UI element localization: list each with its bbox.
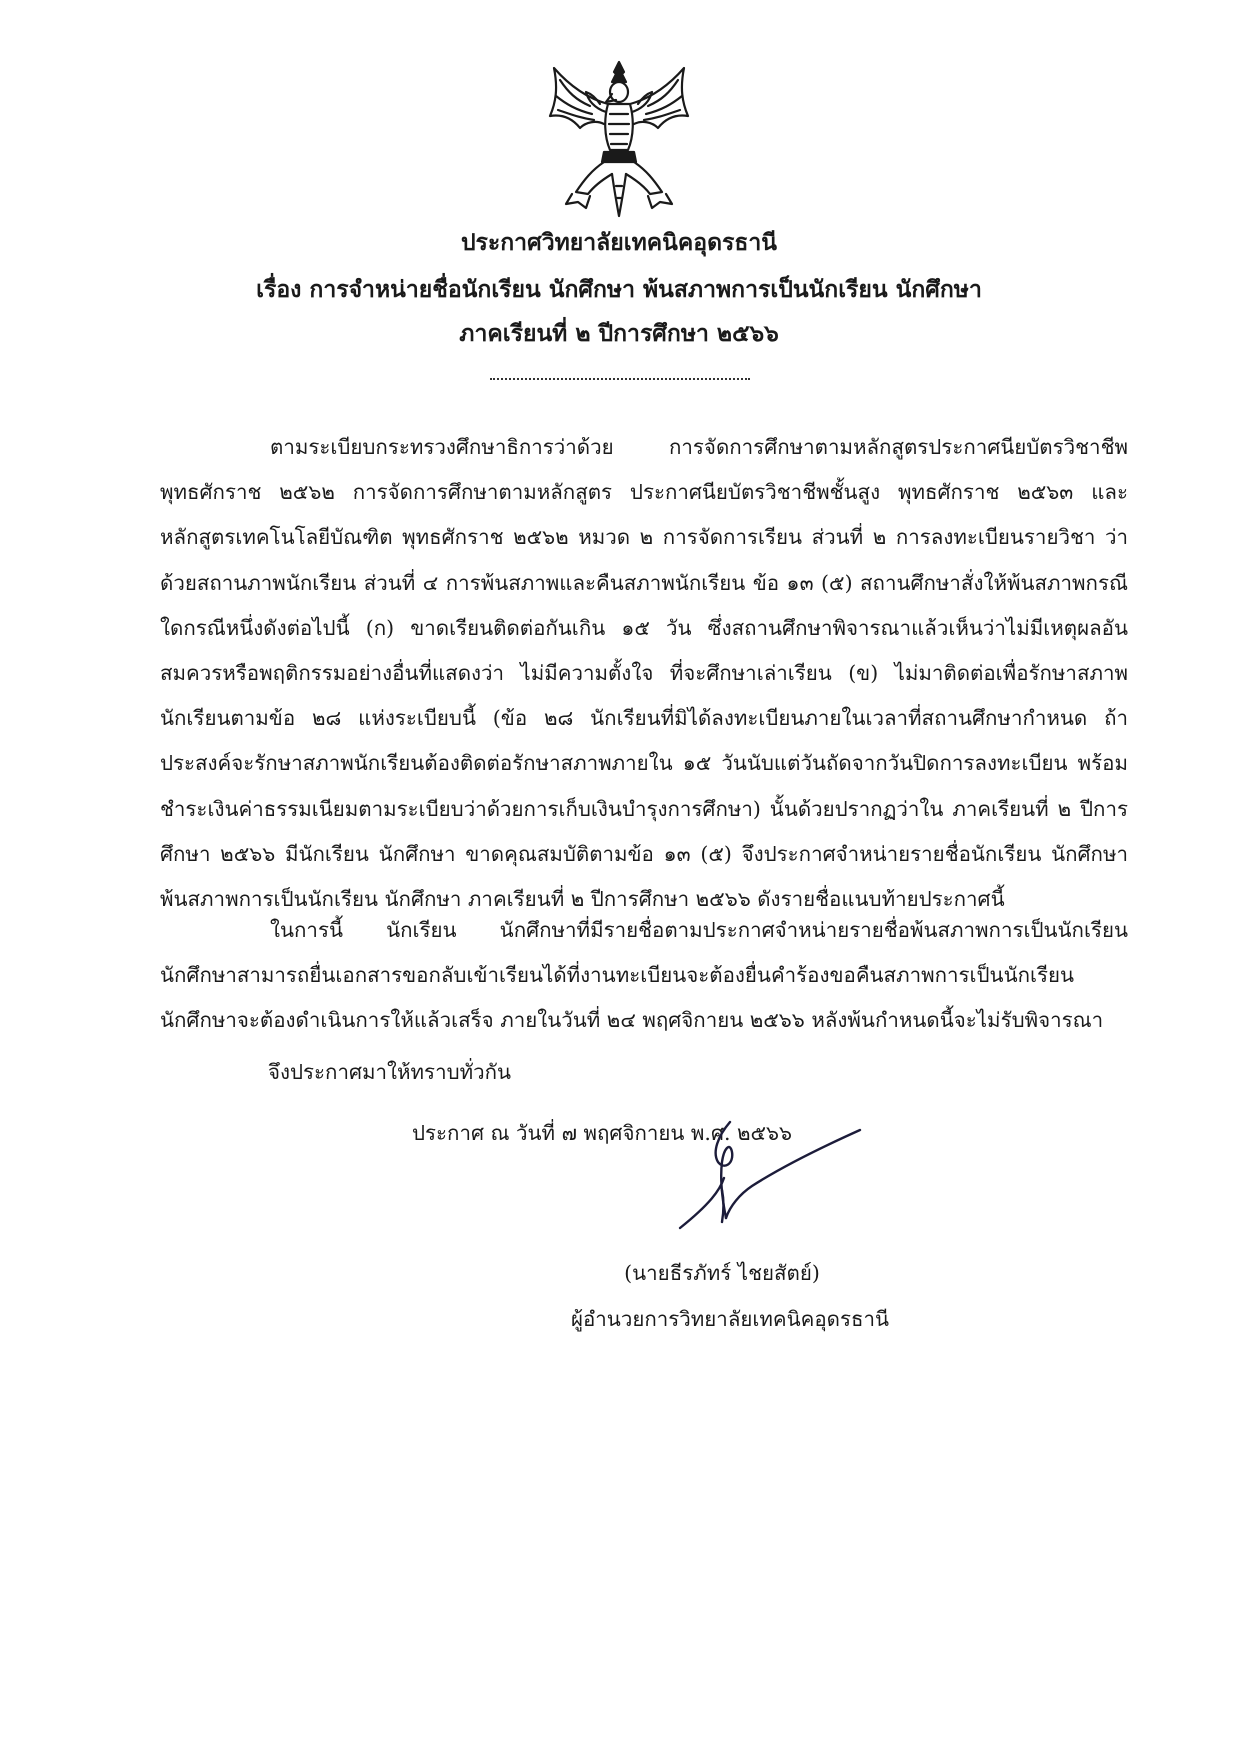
- dotted-separator: [490, 378, 750, 380]
- handwritten-signature-icon: [660, 1118, 900, 1258]
- announcement-term: ภาคเรียนที่ ๒ ปีการศึกษา ๒๕๖๖: [459, 320, 779, 347]
- announcement-date: ประกาศ ณ วันที่ ๗ พฤศจิกายน พ.ศ. ๒๕๖๖: [412, 1121, 793, 1145]
- announcement-subject: เรื่อง การจำหน่ายชื่อนักเรียน นักศึกษา พ้นสภาพการเป็นนักเรียน นักศึกษา: [256, 276, 982, 303]
- body-paragraph-2: ในการนี้ นักเรียน นักศึกษาที่มีรายชื่อตามประกาศจำหน่ายรายชื่อพ้นสภาพการเป็นนักเรียนนักศึกษาสามารถยื่นเอกสารขอกลับเข้าเรียนได้ที่งานทะเบียนจะต้องยื่นคำร้องขอคืนสภาพการเป็นนักเรียน นักศึกษาจะต้องดำเนินการให้แล้วเสร็จ ภายในวันที่ ๒๔ พฤศจิกายน ๒๕๖๖ หลังพ้นกำหนดนี้จะไม่รับพิจารณา: [160, 918, 1128, 1033]
- closing-statement: จึงประกาศมาให้ทราบทั่วกัน: [268, 1060, 512, 1084]
- body-paragraph-1: ตามระเบียบกระทรวงศึกษาธิการว่าด้วย การจัดการศึกษาตามหลักสูตรประกาศนียบัตรวิชาชีพ พุทธศักราช ๒๕๖๒ การจัดการศึกษาตามหลักสูตร ประกาศนียบัตรวิชาชีพชั้นสูง พุทธศักราช ๒๕๖๓ และหลักสูตรเทคโนโลยีบัณฑิต พุทธศักราช ๒๕๖๒ หมวด ๒ การจัดการเรียน ส่วนที่ ๒ การลงทะเบียนรายวิชา ว่าด้วยสถานภาพนักเรียน ส่วนที่ ๔ การพ้นสภาพและคืนสภาพนักเรียน ข้อ ๑๓ (๕) สถานศึกษาสั่งให้พ้นสภาพกรณีใดกรณีหนึ่งดังต่อไปนี้ (ก) ขาดเรียนติดต่อกันเกิน ๑๕ วัน ซึ่งสถานศึกษาพิจารณาแล้วเห็นว่าไม่มีเหตุผลอันสมควรหรือพฤติกรรมอย่างอื่นที่แสดงว่า ไม่มีความตั้งใจ ที่จะศึกษาเล่าเรียน (ข) ไม่มาติดต่อเพื่อรักษาสภาพนักเรียนตามข้อ ๒๘ แห่งระเบียบนี้ (ข้อ ๒๘ นักเรียนที่มิได้ลงทะเบียนภายในเวลาที่สถานศึกษากำหนด ถ้าประสงค์จะรักษาสภาพนักเรียนต้องติดต่อรักษาสภาพภายใน ๑๕ วันนับแต่วันถัดจากวันปิดการลงทะเบียน พร้อมชำระเงินค่าธรรมเนียมตามระเบียบว่าด้วยการเก็บเงินบำรุงการศึกษา) นั้นด้วยปรากฏว่าใน ภาคเรียนที่ ๒ ปีการศึกษา ๒๕๖๖ มีนักเรียน นักศึกษา ขาดคุณสมบัติตามข้อ ๑๓ (๕) จึงประกาศจำหน่ายรายชื่อนักเรียน นักศึกษา พ้นสภาพการเป็นนักเรียน นักศึกษา ภาคเรียนที่ ๒ ปีการศึกษา ๒๕๖๖ ดังรายชื่อแนบท้ายประกาศนี้: [160, 435, 1128, 912]
- signer-title: ผู้อำนวยการวิทยาลัยเทคนิคอุดรธานี: [570, 1307, 890, 1331]
- garuda-emblem-icon: [546, 58, 692, 220]
- signer-name: (นายธีรภัทร์ ไชยสัตย์): [624, 1261, 820, 1285]
- announcement-title: ประกาศวิทยาลัยเทคนิคอุดรธานี: [460, 229, 778, 256]
